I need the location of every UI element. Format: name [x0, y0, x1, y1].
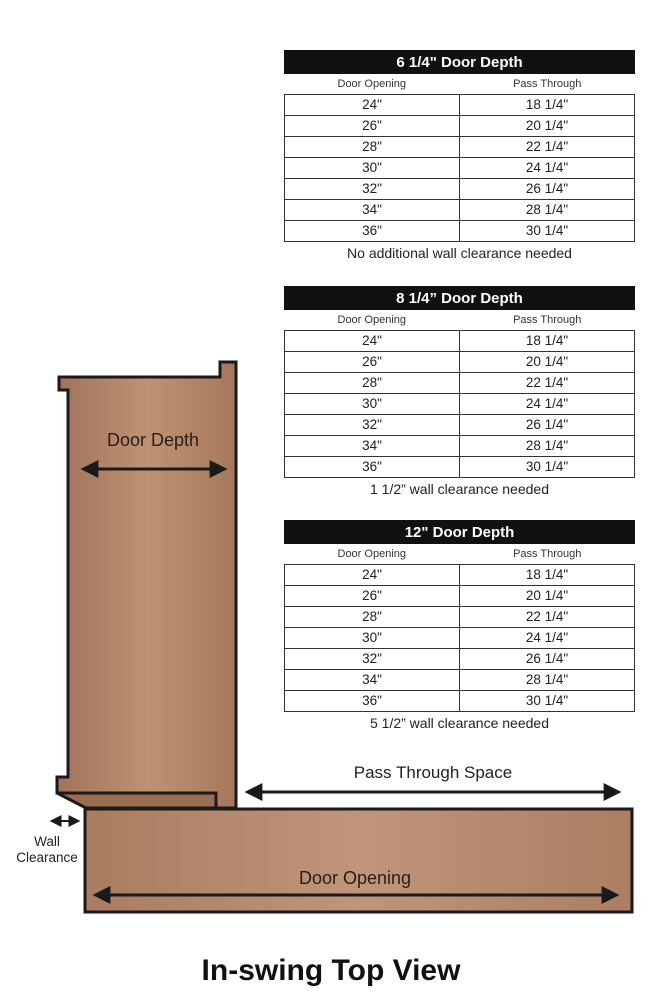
pass-through-cell: 22 1/4": [460, 607, 635, 628]
pass-through-cell: 26 1/4": [460, 179, 635, 200]
col-header-pass-through: Pass Through: [513, 78, 582, 90]
table-row: [285, 586, 635, 607]
table-8-1-4-door-depth: [284, 286, 635, 497]
pass-through-cell: 24 1/4": [460, 158, 635, 179]
door-opening-cell: 28": [285, 137, 460, 158]
door-opening-cell: 24": [285, 331, 460, 352]
pass-through-cell: 30 1/4": [460, 691, 635, 712]
door-opening-cell: 34": [285, 436, 460, 457]
table-row: [285, 394, 635, 415]
table-row: [285, 200, 635, 221]
door-opening-cell: 32": [285, 415, 460, 436]
col-header-door-opening: Door Opening: [337, 548, 406, 560]
table-header: [284, 544, 635, 564]
pass-through-cell: 20 1/4": [460, 352, 635, 373]
table-row: [285, 352, 635, 373]
table-row: [285, 116, 635, 137]
pass-through-cell: 28 1/4": [460, 436, 635, 457]
table-row: [285, 649, 635, 670]
table-row: [285, 331, 635, 352]
door-opening-cell: 24": [285, 565, 460, 586]
door-stop-shape: [57, 793, 216, 808]
size-table: [284, 94, 635, 242]
door-opening-cell: 32": [285, 649, 460, 670]
door-opening-cell: 30": [285, 628, 460, 649]
table-row: [285, 436, 635, 457]
door-opening-cell: 34": [285, 200, 460, 221]
size-table: [284, 564, 635, 712]
pass-through-cell: 24 1/4": [460, 628, 635, 649]
table-row: [285, 670, 635, 691]
door-opening-cell: 30": [285, 158, 460, 179]
table-header: [284, 74, 635, 94]
table-row: [285, 373, 635, 394]
col-header-door-opening: Door Opening: [337, 78, 406, 90]
door-opening-cell: 36": [285, 221, 460, 242]
pass-through-cell: 26 1/4": [460, 649, 635, 670]
table-title: 12" Door Depth: [284, 520, 635, 544]
table-row: [285, 137, 635, 158]
pass-through-cell: 22 1/4": [460, 137, 635, 158]
table-row: [285, 158, 635, 179]
table-6-1-4-door-depth: [284, 50, 635, 261]
door-opening-cell: 30": [285, 394, 460, 415]
table-title: 8 1/4” Door Depth: [284, 286, 635, 310]
clearance-note: 1 1/2” wall clearance needed: [369, 481, 549, 497]
table-row: [285, 565, 635, 586]
door-opening-cell: 26": [285, 586, 460, 607]
table-row: [285, 691, 635, 712]
door-opening-cell: 28": [285, 373, 460, 394]
table-header: [284, 310, 635, 330]
door-opening-cell: 26": [285, 352, 460, 373]
pass-through-cell: 18 1/4": [460, 331, 635, 352]
door-opening-cell: 32": [285, 179, 460, 200]
table-row: [285, 607, 635, 628]
table-row: [285, 415, 635, 436]
door-opening-cell: 34": [285, 670, 460, 691]
door-opening-cell: 26": [285, 116, 460, 137]
clearance-note: 5 1/2” wall clearance needed: [369, 715, 549, 731]
col-header-door-opening: Door Opening: [337, 314, 406, 326]
pass-through-cell: 18 1/4": [460, 95, 635, 116]
table-row: [285, 457, 635, 478]
table-row: [285, 628, 635, 649]
door-opening-label: Door Opening: [298, 868, 412, 888]
table-row: [285, 221, 635, 242]
pass-through-cell: 24 1/4": [460, 394, 635, 415]
door-slab-shape: [57, 362, 236, 808]
pass-through-cell: 26 1/4": [460, 415, 635, 436]
pass-through-cell: 22 1/4": [460, 373, 635, 394]
pass-through-cell: 20 1/4": [460, 586, 635, 607]
pass-through-cell: 30 1/4": [460, 457, 635, 478]
table-row: [285, 179, 635, 200]
pass-through-cell: 20 1/4": [460, 116, 635, 137]
wall-clearance-label-line2: Clearance: [16, 850, 78, 865]
table-title: 6 1/4" Door Depth: [284, 50, 635, 74]
wall-clearance-label-line1: Wall: [34, 834, 60, 849]
door-frame-shape: [85, 809, 632, 912]
door-opening-cell: 28": [285, 607, 460, 628]
size-table: [284, 330, 635, 478]
door-opening-cell: 36": [285, 457, 460, 478]
table-row: [285, 95, 635, 116]
pass-through-cell: 18 1/4": [460, 565, 635, 586]
door-opening-cell: 36": [285, 691, 460, 712]
col-header-pass-through: Pass Through: [513, 314, 582, 326]
col-header-pass-through: Pass Through: [513, 548, 582, 560]
diagram-caption: In-swing Top View: [201, 954, 461, 987]
pass-through-label: Pass Through Space: [353, 763, 513, 782]
door-opening-cell: 24": [285, 95, 460, 116]
pass-through-cell: 28 1/4": [460, 670, 635, 691]
table-12-door-depth: [284, 520, 635, 731]
pass-through-cell: 30 1/4": [460, 221, 635, 242]
clearance-note: No additional wall clearance needed: [347, 245, 572, 261]
pass-through-cell: 28 1/4": [460, 200, 635, 221]
door-depth-label: Door Depth: [106, 430, 200, 450]
